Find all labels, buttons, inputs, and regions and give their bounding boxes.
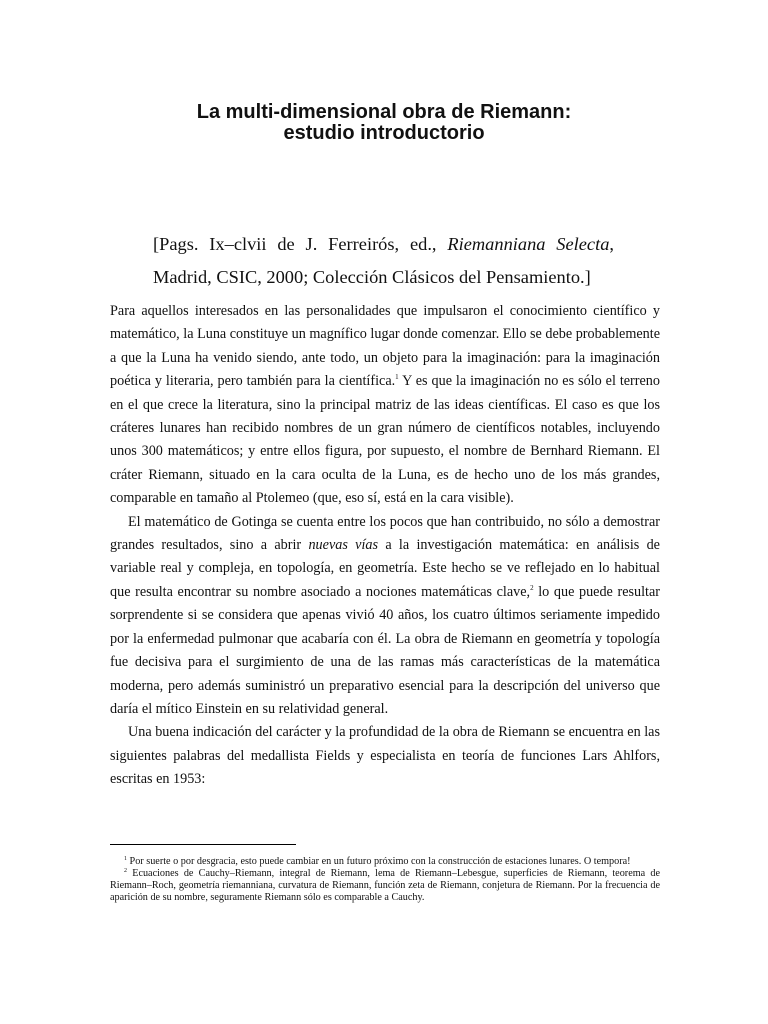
footnote-divider <box>110 844 296 845</box>
paragraph-2-text-b: a la investigación matemática: en análisis de variable real y compleja, en topología, en geometría. Este hecho se ve reflejado en lo habitual que resulta encontrar su nombre asociado a nociones matemáticas clave, <box>110 537 660 600</box>
source-citation <box>153 228 614 294</box>
footnote-2-text: Ecuaciones de Cauchy–Riemann, integral de Riemann, lema de Riemann–Lebesgue, superficies de Riemann, teorema de Riemann–Roch, geometría riemanniana, curvatura de Riemann, función zeta de Riemann, conjetura de Riemann. Por la frecuencia de aparición de su nombre, seguramente Riemann sólo es comparable a Cauchy. <box>110 868 660 903</box>
citation-text-1: [Pags. Ix–clvii de J. Ferreirós, ed., <box>153 234 448 254</box>
body-text <box>110 300 660 792</box>
footnote-1 <box>110 856 660 868</box>
citation-text-2: , <box>609 234 615 254</box>
paragraph-3: Una buena indicación del carácter y la profundidad de la obra de Riemann se encuentra en las siguientes palabras del medallista Fields y especialista en teoría de funciones Lars Ahlfors, escritas en 1953: <box>110 724 660 788</box>
footnote-ref-2[interactable]: 2 <box>530 583 534 592</box>
footnote-1-number: 1 <box>124 856 127 862</box>
citation-line-2: Madrid, CSIC, 2000; Colección Clásicos del Pensamiento.] <box>153 267 591 287</box>
footnotes <box>110 856 660 904</box>
paragraph-1-text-b: Y es que la imaginación no es sólo el terreno en el que crece la literatura, sino la principal matriz de las ideas científicas. El caso es que los cráteres lunares han recibido nombres de un gran número de científicos notables, incluyendo unos 300 matemáticos; y entre ellos figura, por supuesto, el nombre de Bernhard Riemann. El cráter Riemann, situado en la cara oculta de la Luna, es de hecho uno de los más grandes, comparable en tamaño al Ptolemeo (que, eso sí, está en la cara visible). <box>110 373 660 507</box>
paragraph-2 <box>110 511 660 722</box>
footnote-ref-1[interactable]: 1 <box>395 373 399 382</box>
title-line-1: La multi-dimensional obra de Riemann: <box>196 101 572 123</box>
footnote-2 <box>110 868 660 904</box>
title-line-2: estudio introductorio <box>283 122 485 144</box>
paragraph-2-text-a: El matemático de Gotinga se cuenta entre los pocos que han contribuido, no sólo a demostrar grandes resultados, sino a abrir <box>110 513 660 554</box>
citation-book-title: Riemanniana Selecta <box>447 234 610 254</box>
paragraph-2-emphasis: nuevas vías <box>308 537 379 554</box>
paragraph-1 <box>110 300 660 511</box>
paragraph-2-text-c: lo que puede resultar sorprendente si se considera que apenas vivió 40 años, los cuatro últimos seriamente impedido por la enfermedad pulmonar que acabaría con él. La obra de Riemann en geometría y topología fue decisiva para el surgimiento de una de las ramas más características de la matemática moderna, pero además suministró un preparativo esencial para la descripción del universo que daría el mítico Einstein en su relatividad general. <box>110 583 661 717</box>
citation-line-1 <box>153 228 614 261</box>
page-title <box>0 102 768 144</box>
paragraph-1-text-a: Para aquellos interesados en las personalidades que impulsaron el conocimiento científico y matemático, la Luna constituye un magnífico lugar donde comenzar. Ello se debe probablemente a que la Luna ha venido siendo, ante todo, un objeto para la imaginación: para la imaginación poética y literaria, pero también para la científica. <box>110 303 660 390</box>
footnote-1-text: Por suerte o por desgracia, esto puede cambiar en un futuro próximo con la construcción de estaciones lunares. O tempora! <box>127 856 631 867</box>
footnote-2-number: 2 <box>124 868 127 874</box>
